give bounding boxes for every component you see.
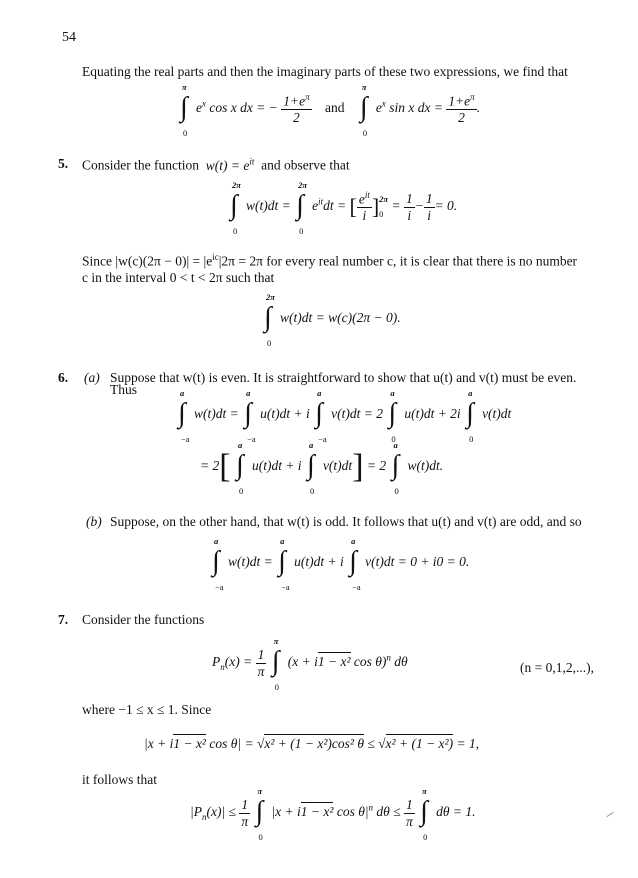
integral-sign: a ∫ −a — [278, 536, 290, 592]
integral-sign: a ∫ −a — [212, 536, 224, 592]
problem-7-where: where −1 ≤ x ≤ 1. Since — [82, 702, 212, 717]
problem-7-intro: Consider the functions — [82, 612, 205, 627]
problem-7-follows: it follows that — [82, 772, 157, 787]
page-number: 54 — [62, 30, 76, 45]
integral-sign: 2π ∫ 0 — [230, 180, 241, 236]
problem-6a-text: Suppose that w(t) is even. It is straightforward to show that u(t) and v(t) must be even. — [110, 370, 577, 385]
integral-sign: a ∫ −a — [244, 388, 256, 444]
problem-5-final-equation: 2π ∫ 0 w(t)dt = w(c)(2π − 0). — [264, 292, 401, 348]
problem-7-pn-definition: $P_n(x)$ = $\frac{1}{\pi}$ π ∫ 0 (x + i1 − x² cos θ)$^n$ dθ — [212, 636, 408, 692]
integral-sign: 2π ∫ 0 — [264, 292, 275, 348]
problem-7-number: 7. — [58, 612, 69, 627]
integral-sign: a ∫ −a — [349, 536, 361, 592]
problem-6b-equation: a ∫ −a w(t)dt = a ∫ −a u(t)dt + i a ∫ −a v(t)dt = 0 + i0 = 0. — [212, 536, 470, 592]
integral-sign: a ∫ 0 — [235, 440, 244, 496]
integral-sign: π ∫ 0 — [420, 786, 428, 842]
integral-sign: π ∫ 0 — [271, 636, 280, 692]
intro-text: Equating the real parts and then the imaginary parts of these two expressions, we find that — [82, 64, 568, 79]
problem-6a-equation-1: a ∫ −a w(t)dt = a ∫ −a u(t)dt + i a ∫ −a v(t)dt = 2 a ∫ 0 u(t)dt + 2i a ∫ 0 v(t)dt — [178, 388, 512, 444]
problem-5-since-line-1: Since $|w(c)(2\pi - 0)| = |e^{ic}|2\pi = 2\pi$ for every real number c, it is clear that there is no number — [82, 252, 578, 269]
integral-sign: a ∫ −a — [315, 388, 327, 444]
integral-sign: π ∫ 0 — [359, 82, 368, 138]
problem-6a-thus: Thus — [110, 382, 137, 397]
integral-sign: a ∫ 0 — [388, 388, 396, 444]
integral-sign: 2π ∫ 0 — [296, 180, 307, 236]
problem-7-final-inequality: $|P_n(x)|$ ≤ $\frac{1}{\pi}$ π ∫ 0 |x + i1 − x² $\cos \theta|^n$ dθ ≤ $\frac{1}{\pi}$ π ∫ 0 dθ = 1. — [190, 786, 476, 842]
integral-sign: a ∫ 0 — [306, 440, 315, 496]
equation-cos-sin: π ∫ 0 $e^x$ cos x dx = − $\frac{1+e^\pi}{2}$ and π ∫ 0 $e^x$ sin x dx = $\frac{1+e^\pi}{2}$ . — [180, 82, 481, 138]
problem-5-since-line-2: c in the interval 0 < t < 2π such that — [82, 270, 275, 285]
problem-6b-text: Suppose, on the other hand, that w(t) is odd. It follows that u(t) and v(t) are odd, and so — [110, 514, 582, 529]
problem-5-equation: 2π ∫ 0 w(t)dt = 2π ∫ 0 $e^{it}dt$ = [ $e^{it}$ i ] 2π 0 = $\frac{1}{i}$ − $\frac{1}{i}$ = 0. — [230, 180, 458, 236]
problem-6-number: 6. — [58, 370, 69, 385]
problem-6a-label: (a) — [84, 370, 100, 385]
integral-sign: a ∫ 0 — [391, 440, 400, 496]
problem-7-inequality: |x + i1 − x² cos θ| = √x² + (1 − x²)cos² θ ≤ √x² + (1 − x²) = 1, — [144, 736, 480, 751]
problem-6b-label: (b) — [86, 514, 102, 529]
integral-sign: π ∫ 0 — [180, 82, 188, 138]
problem-7-n-range: (n = 0,1,2,...), — [520, 660, 594, 675]
problem-6a-equation-2: = 2[ a ∫ 0 u(t)dt + i a ∫ 0 v(t)dt] = 2 a ∫ 0 w(t)dt. — [200, 440, 444, 496]
margin-mark — [606, 812, 613, 817]
integral-sign: a ∫ −a — [178, 388, 190, 444]
integral-sign: a ∫ 0 — [466, 388, 474, 444]
problem-5-number: 5. — [58, 156, 69, 171]
integral-sign: π ∫ 0 — [255, 786, 264, 842]
problem-5-intro: Consider the function $w(t) = e^{it}$ and observe that — [82, 156, 350, 173]
